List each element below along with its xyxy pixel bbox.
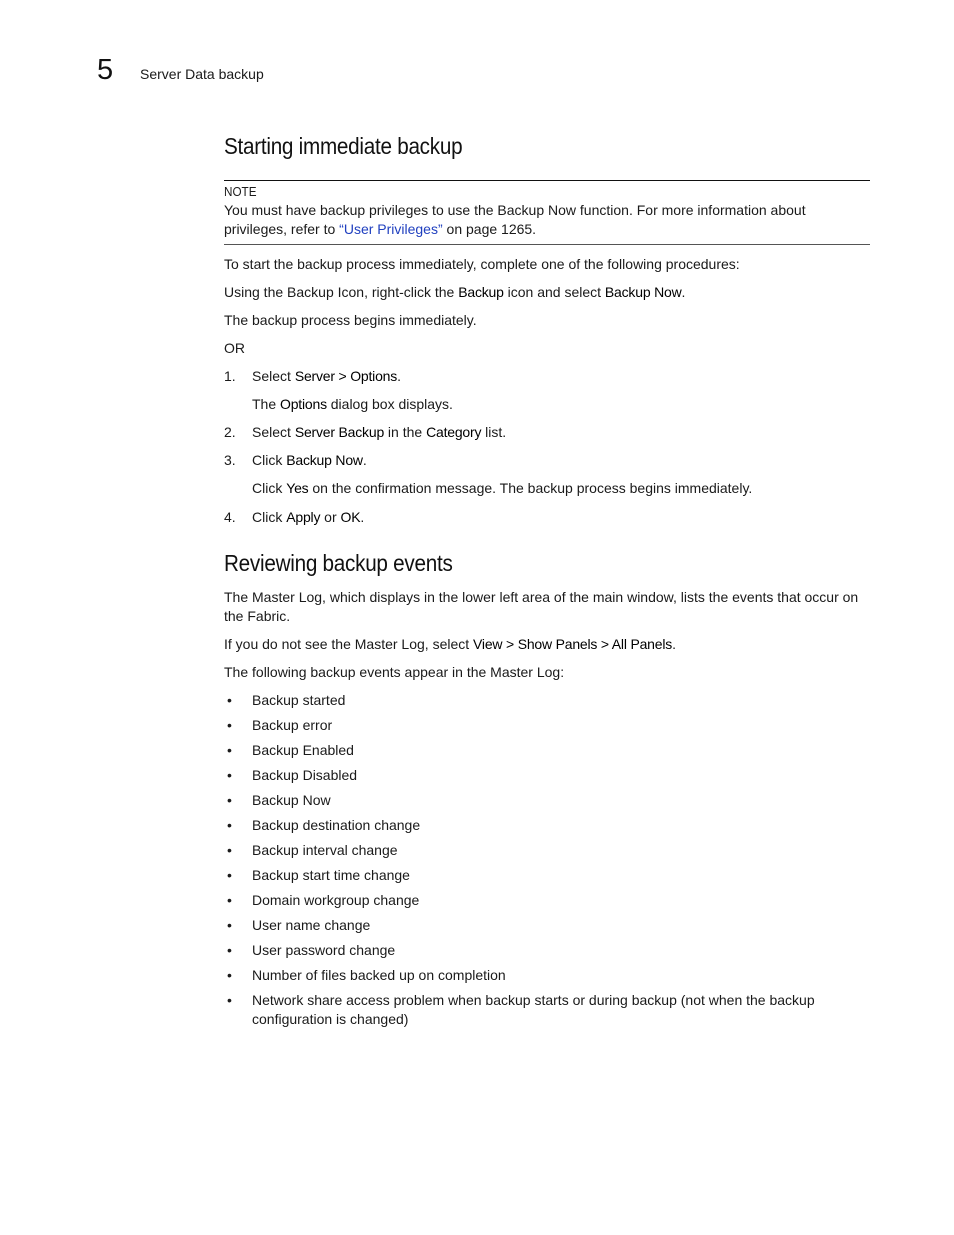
backup-events-list <box>224 691 870 1029</box>
ui-term-backup-now: Backup Now <box>604 284 682 300</box>
list-item: • Domain workgroup change <box>224 891 870 910</box>
step-number: 2. <box>224 424 236 440</box>
list-item: • Backup Enabled <box>224 741 870 760</box>
list-item: • Number of files backed up on completion <box>224 966 870 985</box>
ui-term-ok: OK <box>340 509 361 525</box>
ui-term-backup: Backup <box>458 284 504 300</box>
text-run: Click <box>252 452 287 468</box>
note-text-start: You must have backup privileges to use the Backup Now function. For more information about privileges, refer to <box>224 202 806 237</box>
text-run: . <box>681 284 686 300</box>
ui-term-options: Options <box>280 396 327 412</box>
text-run: or <box>320 509 341 525</box>
step-number: 4. <box>224 509 236 525</box>
method1-result: The backup process begins immediately. <box>224 312 477 328</box>
note-box <box>224 180 870 245</box>
text-run: Click <box>252 509 287 525</box>
text-run: The <box>252 396 281 412</box>
list-item: • User name change <box>224 916 870 935</box>
ui-term-apply: Apply <box>286 509 321 525</box>
ui-term-backup-now: Backup Now <box>286 452 363 468</box>
text-run: . <box>672 636 676 652</box>
text-run: Using the Backup Icon, right-click the <box>224 284 459 300</box>
step-number: 1. <box>224 368 236 384</box>
step-3-result <box>224 479 870 498</box>
ui-term-category: Category <box>426 424 482 440</box>
note-text-end: on page 1265. <box>442 221 537 237</box>
text-run: Select <box>252 424 295 440</box>
text-run: Click <box>252 480 287 496</box>
text-run: . <box>397 368 401 384</box>
ui-term-server-backup: Server Backup <box>294 424 385 440</box>
note-label: NOTE <box>224 184 257 199</box>
text-run: icon and select <box>503 284 605 300</box>
step-1 <box>224 367 870 386</box>
text-run: Select <box>252 368 295 384</box>
list-item: • Backup Disabled <box>224 766 870 785</box>
intro-paragraph: To start the backup process immediately, complete one of the following procedures: <box>224 256 740 272</box>
section-title-starting-backup: Starting immediate backup <box>224 133 463 159</box>
text-run: list. <box>481 424 507 440</box>
list-item: • Backup Now <box>224 791 870 810</box>
list-item: • Backup start time change <box>224 866 870 885</box>
list-item: • Backup destination change <box>224 816 870 835</box>
ui-term-show-panels: View > Show Panels > All Panels <box>473 636 673 652</box>
ui-term-yes: Yes <box>286 480 309 496</box>
step-2 <box>224 423 870 442</box>
text-run: dialog box displays. <box>326 396 453 412</box>
text-run: If you do not see the Master Log, select <box>224 636 474 652</box>
text-run: . <box>360 509 365 525</box>
list-item: • Backup interval change <box>224 841 870 860</box>
chapter-number: 5 <box>97 54 114 86</box>
step-1-result <box>224 395 870 414</box>
page-content <box>224 131 870 1035</box>
or-separator: OR <box>224 340 245 356</box>
text-run: on the confirmation message. The backup process begins immediately. <box>308 480 753 496</box>
text-run: . <box>362 452 367 468</box>
step-3 <box>224 451 870 470</box>
step-number: 3. <box>224 452 236 468</box>
step-4 <box>224 508 870 527</box>
text-run: in the <box>384 424 427 440</box>
ui-term-server-options: Server > Options <box>294 368 398 384</box>
running-head: Server Data backup <box>140 66 264 82</box>
user-privileges-link[interactable]: “User Privileges” <box>339 221 443 237</box>
method1-paragraph <box>224 283 870 302</box>
list-item: • Backup started <box>224 691 870 710</box>
master-log-paragraph: The Master Log, which displays in the lower left area of the main window, lists the events that occur on the Fabric. <box>224 589 859 624</box>
list-item: • Network share access problem when backup starts or during backup (not when the backup configuration is changed) <box>224 991 870 1029</box>
list-item: • User password change <box>224 941 870 960</box>
events-intro: The following backup events appear in the Master Log: <box>224 664 565 680</box>
list-item: • Backup error <box>224 716 870 735</box>
show-panels-paragraph <box>224 635 870 654</box>
note-text <box>224 201 870 239</box>
section-title-reviewing-events: Reviewing backup events <box>224 550 453 576</box>
